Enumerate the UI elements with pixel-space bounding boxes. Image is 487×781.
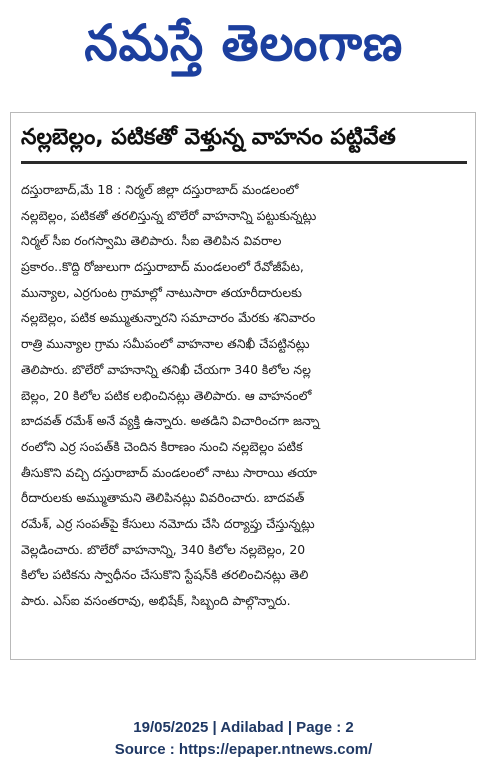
article-body-line: రమేశ్, ఎర్ర సంపత్‌పై కేసులు నమోదు చేసి దర్యాప్తు చేస్తున్నట్లు: [21, 515, 315, 531]
source-info: Source : https://epaper.ntnews.com/: [114, 741, 373, 758]
article-body-line: రీదారులకు అమ్ముతామని తెలిపినట్లు వివరించారు. బాదవత్: [21, 490, 305, 506]
article-body-line: కిలోల పటికను స్వాధీనం చేసుకొని స్టేషన్‌కి తరలించినట్లు తెలి: [21, 567, 309, 583]
article-body-line: బాదవత్ రమేశ్ అనే వ్యక్తి ఉన్నారు. అతడిని విచారించగా జన్నా: [21, 413, 320, 429]
article-body-line: రాత్రి మున్యాల గ్రామ సమీపంలో వాహనాల తనిఖీ చేపట్టినట్లు: [21, 336, 310, 352]
article-body-line: నిర్మల్ సీఐ రంగస్వామి తెలిపారు. సీఐ తెలిపిన వివరాల: [21, 233, 282, 249]
article-body-line: రంలోని ఎర్ర సంపత్‌కి చెందిన కిరాణం నుంచి నల్లబెల్లం పటిక: [21, 438, 303, 454]
article-body-line: ప్రకారం..కొద్ది రోజులుగా దస్తురాబాద్ మండలంలో రేవోజీపేట,: [21, 259, 304, 275]
article-headline: నల్లబెల్లం, పటికతో వెళ్తున్న వాహనం పట్టివేత: [21, 125, 396, 150]
article-body-line: తెలిపారు. బొలేరో వాహనాన్ని తనిఖీ చేయగా 340 కిలోల నల్ల: [21, 361, 311, 377]
article-body-line: వెల్లడించారు. బొలేరో వాహనాన్ని, 340 కిలోల నల్లబెల్లం, 20: [21, 541, 306, 557]
article-clipping: [10, 112, 476, 660]
article-body-line: పారు. ఎస్ఐ వసంతరావు, అభిషేక్, సిబ్బంది పాల్గొన్నారు.: [21, 593, 291, 608]
masthead: [0, 0, 487, 85]
article-body-line: నల్లబెల్లం, పటిక అమ్ముతున్నారని సమాచారం మేరకు శనివారం: [21, 310, 316, 326]
newspaper-logo: నమస్తే తెలంగాణ: [84, 13, 403, 72]
article-body-line: తీసుకొని వచ్చి దస్తురాబాద్ మండలంలో నాటు సారాయి తయా: [21, 464, 317, 480]
article-body-line: దస్తురాబాద్,మే 18 : నిర్మల్ జిల్లా దస్తురాబాద్ మండలంలో: [21, 182, 299, 197]
clipping-footer: [0, 717, 487, 761]
article-body: [21, 177, 467, 614]
edition-info: 19/05/2025 | Adilabad | Page : 2: [133, 719, 354, 736]
headline-divider: [21, 161, 467, 164]
article-body-line: బెల్లం, 20 కిలోల పటిక లభించినట్లు తెలిపారు. ఆ వాహనంలో: [21, 387, 312, 403]
article-body-line: నల్లబెల్లం, పటికతో తరలిస్తున్న బొలేరో వాహనాన్ని పట్టుకున్నట్లు: [21, 207, 317, 223]
article-body-line: మున్యాల, ఎర్రగుంట గ్రామాల్లో నాటుసారా తయారీదారులకు: [21, 284, 302, 300]
